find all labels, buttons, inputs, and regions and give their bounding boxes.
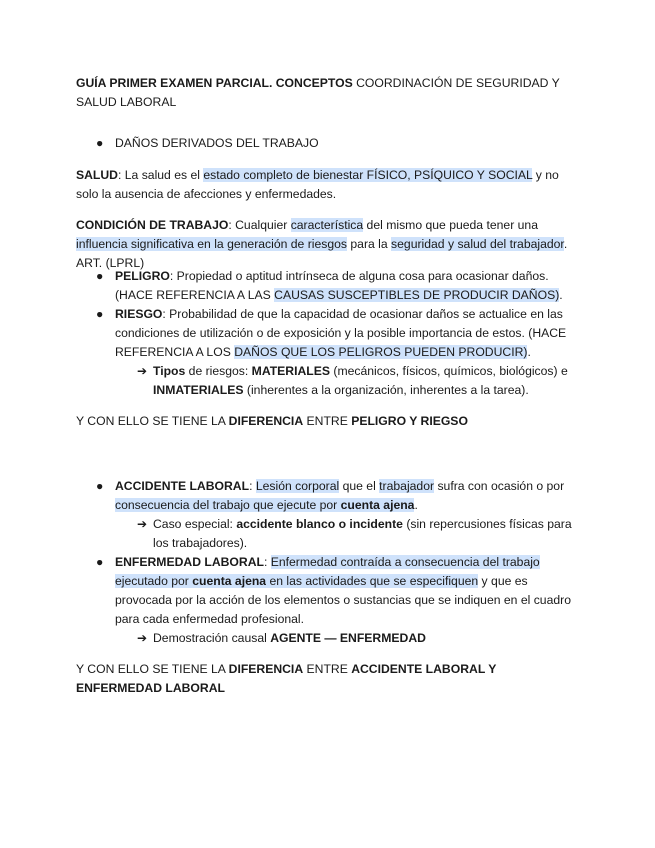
bullet-dot: ●	[96, 479, 104, 493]
highlight: Enfermedad contraída a consecuencia del trabajo ejecutado por	[115, 555, 540, 588]
highlight: Lesión corporal	[255, 479, 340, 493]
highlight: influencia significativa en la generación de riesgos	[76, 237, 347, 251]
highlight: seguridad y salud del trabajador	[391, 237, 564, 251]
highlight: cuenta ajena	[192, 574, 267, 588]
highlight: cuenta ajena	[340, 498, 415, 512]
document-page: GUÍA PRIMER EXAMEN PARCIAL. CONCEPTOS COORDINACIÓN DE SEGURIDAD Y SALUD LABORAL ● DAÑOS DERIVADOS DEL TRABAJO SALUD: La salud es el estado completo de bienestar FÍSICO, PSÍQUICO Y SOCIAL y no solo la ausencia de afecciones y enfermedades. CONDICIÓN DE TRABAJO: Cualquier característica del mismo que pueda tener una influencia significativa en la generación de riesgos para la seguridad y salud del trabajador. ART. (LPRL) ● PELIGRO: Propiedad o aptitud intrínseca de alguna cosa para ocasionar daños. (HACE REFERENCIA A LAS CAUSAS SUSCEPTIBLES DE PRODUCIR DAÑOS). ● RIESGO: Probabilidad de que la capacidad de ocasionar daños se actualice en las condiciones de utilización o de exposición y la posible importancia de estos. (HACE REFERENCIA A LOS DAÑOS QUE LOS PELIGROS PUEDEN PRODUCIR). ➔ Tipos de riesgos: MATERIALES (mecánicos, físicos, químicos, biológicos) e INMATERIALES (inherentes a la organización, inherentes a la tarea). Y CON ELLO SE TIENE LA DIFERENCIA ENTRE PELIGRO Y RIEGSO ● ACCIDENTE LABORAL: Lesión corporal que el trabajador sufra con ocasión o por consecuencia del trabajo que ejecute por cuenta ajena. ➔ Caso especial: accidente blanco o incidente (sin repercusiones físicas para los trabajadores). ● ENFERMEDAD LABORAL: Enfermedad contraída a consecuencia del trabajo ejecutado por cuenta ajena en las actividades que se especifiquen y que es provocada por la acción de los elementos o sustancias que se indiquen en el cuadro para cada enfermedad profesional. ➔ Demostración causal AGENTE — ENFERMEDAD Y CON ELLO SE TIENE LA DIFERENCIA ENTRE ACCIDENTE LABORAL Y ENFERMEDAD LABORAL	[0, 0, 655, 848]
condicion-definition: CONDICIÓN DE TRABAJO: Cualquier característica del mismo que pueda tener una influencia significativa en la generación de riesgos para la seguridad y salud del trabajador. ART. (LPRL)	[76, 218, 568, 270]
highlight: estado completo de bienestar FÍSICO, PSÍQUICO Y SOCIAL	[203, 168, 533, 182]
document-title: GUÍA PRIMER EXAMEN PARCIAL. CONCEPTOS COORDINACIÓN DE SEGURIDAD Y SALUD LABORAL	[76, 76, 560, 109]
highlight: característica	[290, 218, 364, 232]
bullet-dot: ●	[96, 307, 104, 321]
salud-definition: SALUD: La salud es el estado completo de bienestar FÍSICO, PSÍQUICO Y SOCIAL y no solo la ausencia de afecciones y enfermedades.	[76, 168, 559, 201]
bullet-dot: ●	[96, 555, 104, 569]
arrow-icon: ➔	[137, 631, 148, 645]
highlight: DAÑOS QUE LOS PELIGROS PUEDEN PRODUCIR)	[234, 345, 528, 359]
bullet-dot: ●	[96, 136, 104, 150]
diferencia-peligro-riesgo: Y CON ELLO SE TIENE LA DIFERENCIA ENTRE PELIGRO Y RIEGSO	[76, 414, 468, 428]
highlight: CAUSAS SUSCEPTIBLES DE PRODUCIR DAÑOS)	[274, 288, 560, 302]
bullet-dot: ●	[96, 269, 104, 283]
arrow-icon: ➔	[137, 517, 148, 531]
highlight: consecuencia del trabajo que ejecute por	[115, 498, 341, 512]
highlight: trabajador	[379, 479, 435, 493]
diferencia-accidente-enfermedad: Y CON ELLO SE TIENE LA DIFERENCIA ENTRE ACCIDENTE LABORAL Y ENFERMEDAD LABORAL	[76, 662, 497, 695]
arrow-icon: ➔	[137, 364, 148, 378]
highlight: en las actividades que se especifiquen	[266, 574, 479, 588]
